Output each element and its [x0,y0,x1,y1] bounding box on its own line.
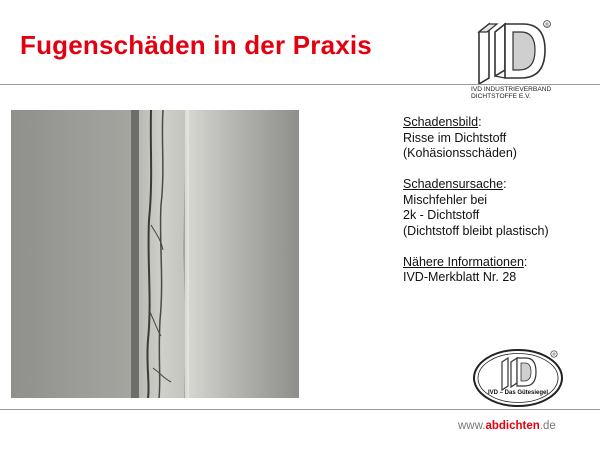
info-panel [403,115,598,286]
colon: : [503,177,507,191]
damage-line-1: Risse im Dichtstoff [403,130,507,145]
footer-url[interactable] [458,420,556,432]
url-suffix: .de [539,420,556,432]
slide-title: Fugenschäden in der Praxis [20,30,372,60]
logo-line-1: IVD INDUSTRIEVERBAND [471,86,552,93]
bottom-divider [0,409,600,410]
logo-line-2: DICHTSTOFFE E.V. [471,93,531,100]
cause-heading-line [403,177,598,193]
more-heading-line [403,255,598,271]
damage-heading-line [403,115,598,131]
colon: : [523,254,528,269]
more-heading: Nähere Informationen [403,254,524,269]
logo-registered-mark: ® [545,22,549,29]
damage-heading: Schadensbild [403,115,479,129]
damage-line-2: (Kohäsionsschäden) [403,146,517,160]
seal-text: IVD – Das Gütesiegel [487,390,549,396]
colon: : [478,115,482,129]
photo-joint-sealant [11,110,299,398]
cause-heading: Schadensursache [403,177,504,191]
top-divider [0,84,600,85]
cause-line-2: 2k - Dichtstoff [403,208,480,222]
cause-line-1: Mischfehler bei [403,192,488,207]
ivd-logo-icon [471,18,563,86]
cause-line-3: (Dichtstoff bleibt plastisch) [403,223,549,238]
seal-badge-icon [472,348,564,408]
quality-seal [472,348,564,408]
more-line-1: IVD-Merkblatt Nr. 28 [403,270,517,284]
seal-registered-mark: ® [552,353,556,359]
url-highlight: abdichten [485,420,540,432]
url-prefix: www. [458,420,486,432]
